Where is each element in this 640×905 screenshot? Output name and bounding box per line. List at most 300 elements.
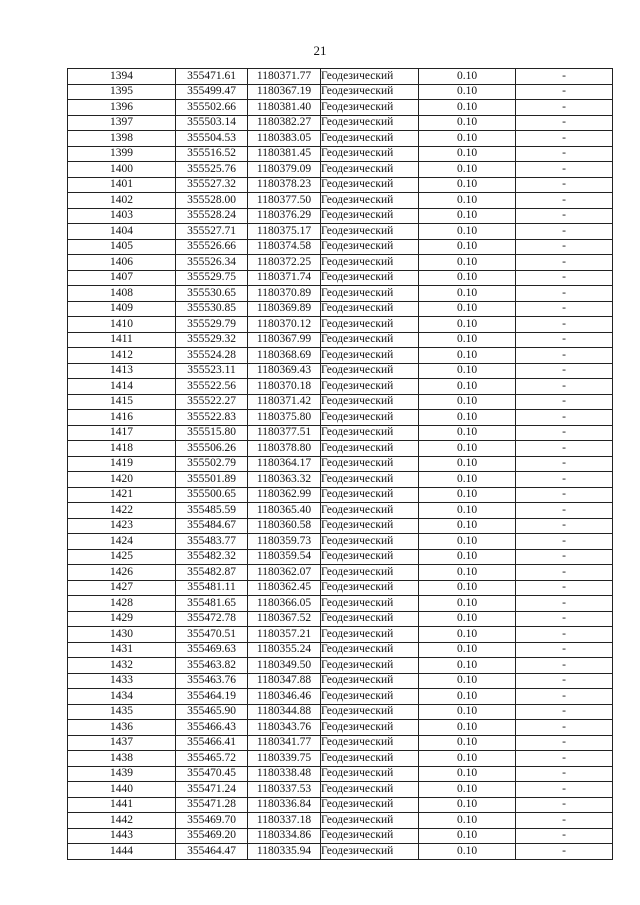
x-coordinate-cell: 355522.56 <box>176 379 248 395</box>
description-cell: - <box>516 425 613 441</box>
table-row <box>68 673 613 689</box>
description-cell: - <box>516 518 613 534</box>
method-cell: Геодезический <box>321 751 419 767</box>
description-cell: - <box>516 363 613 379</box>
method-cell: Геодезический <box>321 487 419 503</box>
x-coordinate-cell: 355530.85 <box>176 301 248 317</box>
y-coordinate-cell: 1180343.76 <box>248 720 321 736</box>
y-coordinate-cell: 1180362.99 <box>248 487 321 503</box>
method-cell: Геодезический <box>321 518 419 534</box>
x-coordinate-cell: 355465.90 <box>176 704 248 720</box>
table-row <box>68 611 613 627</box>
point-number-cell: 1412 <box>68 348 176 364</box>
x-coordinate-cell: 355526.34 <box>176 255 248 271</box>
method-cell: Геодезический <box>321 286 419 302</box>
accuracy-cell: 0.10 <box>419 146 516 162</box>
x-coordinate-cell: 355502.79 <box>176 456 248 472</box>
method-cell: Геодезический <box>321 224 419 240</box>
description-cell: - <box>516 689 613 705</box>
accuracy-cell: 0.10 <box>419 472 516 488</box>
x-coordinate-cell: 355522.27 <box>176 394 248 410</box>
y-coordinate-cell: 1180339.75 <box>248 751 321 767</box>
method-cell: Геодезический <box>321 193 419 209</box>
description-cell: - <box>516 146 613 162</box>
method-cell: Геодезический <box>321 379 419 395</box>
x-coordinate-cell: 355481.65 <box>176 596 248 612</box>
accuracy-cell: 0.10 <box>419 456 516 472</box>
method-cell: Геодезический <box>321 565 419 581</box>
y-coordinate-cell: 1180359.54 <box>248 549 321 565</box>
x-coordinate-cell: 355506.26 <box>176 441 248 457</box>
accuracy-cell: 0.10 <box>419 224 516 240</box>
description-cell: - <box>516 84 613 100</box>
table-row <box>68 797 613 813</box>
y-coordinate-cell: 1180376.29 <box>248 208 321 224</box>
accuracy-cell: 0.10 <box>419 425 516 441</box>
accuracy-cell: 0.10 <box>419 828 516 844</box>
method-cell: Геодезический <box>321 177 419 193</box>
table-row <box>68 844 613 860</box>
y-coordinate-cell: 1180341.77 <box>248 735 321 751</box>
y-coordinate-cell: 1180371.77 <box>248 69 321 85</box>
description-cell: - <box>516 782 613 798</box>
x-coordinate-cell: 355522.83 <box>176 410 248 426</box>
accuracy-cell: 0.10 <box>419 720 516 736</box>
table-row <box>68 627 613 643</box>
y-coordinate-cell: 1180378.80 <box>248 441 321 457</box>
point-number-cell: 1431 <box>68 642 176 658</box>
description-cell: - <box>516 286 613 302</box>
point-number-cell: 1433 <box>68 673 176 689</box>
y-coordinate-cell: 1180367.99 <box>248 332 321 348</box>
method-cell: Геодезический <box>321 673 419 689</box>
point-number-cell: 1418 <box>68 441 176 457</box>
description-cell: - <box>516 224 613 240</box>
table-row <box>68 394 613 410</box>
table-row <box>68 704 613 720</box>
x-coordinate-cell: 355516.52 <box>176 146 248 162</box>
accuracy-cell: 0.10 <box>419 301 516 317</box>
point-number-cell: 1404 <box>68 224 176 240</box>
table-row <box>68 534 613 550</box>
table-row <box>68 813 613 829</box>
method-cell: Геодезический <box>321 689 419 705</box>
method-cell: Геодезический <box>321 658 419 674</box>
x-coordinate-cell: 355485.59 <box>176 503 248 519</box>
description-cell: - <box>516 813 613 829</box>
point-number-cell: 1405 <box>68 239 176 255</box>
point-number-cell: 1439 <box>68 766 176 782</box>
method-cell: Геодезический <box>321 534 419 550</box>
x-coordinate-cell: 355482.87 <box>176 565 248 581</box>
table-row <box>68 84 613 100</box>
point-number-cell: 1438 <box>68 751 176 767</box>
accuracy-cell: 0.10 <box>419 487 516 503</box>
point-number-cell: 1422 <box>68 503 176 519</box>
method-cell: Геодезический <box>321 348 419 364</box>
point-number-cell: 1394 <box>68 69 176 85</box>
accuracy-cell: 0.10 <box>419 162 516 178</box>
description-cell: - <box>516 270 613 286</box>
x-coordinate-cell: 355469.70 <box>176 813 248 829</box>
description-cell: - <box>516 332 613 348</box>
x-coordinate-cell: 355527.32 <box>176 177 248 193</box>
x-coordinate-cell: 355529.75 <box>176 270 248 286</box>
table-row <box>68 69 613 85</box>
table-row <box>68 239 613 255</box>
x-coordinate-cell: 355464.19 <box>176 689 248 705</box>
point-number-cell: 1401 <box>68 177 176 193</box>
point-number-cell: 1411 <box>68 332 176 348</box>
description-cell: - <box>516 673 613 689</box>
table-row <box>68 332 613 348</box>
point-number-cell: 1419 <box>68 456 176 472</box>
method-cell: Геодезический <box>321 503 419 519</box>
y-coordinate-cell: 1180375.17 <box>248 224 321 240</box>
table-row <box>68 270 613 286</box>
table-row <box>68 766 613 782</box>
method-cell: Геодезический <box>321 410 419 426</box>
point-number-cell: 1424 <box>68 534 176 550</box>
description-cell: - <box>516 828 613 844</box>
point-number-cell: 1442 <box>68 813 176 829</box>
method-cell: Геодезический <box>321 782 419 798</box>
table-row <box>68 441 613 457</box>
method-cell: Геодезический <box>321 301 419 317</box>
accuracy-cell: 0.10 <box>419 611 516 627</box>
description-cell: - <box>516 193 613 209</box>
x-coordinate-cell: 355471.24 <box>176 782 248 798</box>
method-cell: Геодезический <box>321 766 419 782</box>
point-number-cell: 1403 <box>68 208 176 224</box>
y-coordinate-cell: 1180335.94 <box>248 844 321 860</box>
method-cell: Геодезический <box>321 84 419 100</box>
method-cell: Геодезический <box>321 425 419 441</box>
y-coordinate-cell: 1180347.88 <box>248 673 321 689</box>
method-cell: Геодезический <box>321 162 419 178</box>
x-coordinate-cell: 355469.63 <box>176 642 248 658</box>
accuracy-cell: 0.10 <box>419 255 516 271</box>
accuracy-cell: 0.10 <box>419 782 516 798</box>
point-number-cell: 1416 <box>68 410 176 426</box>
table-row <box>68 487 613 503</box>
method-cell: Геодезический <box>321 146 419 162</box>
method-cell: Геодезический <box>321 100 419 116</box>
point-number-cell: 1400 <box>68 162 176 178</box>
description-cell: - <box>516 69 613 85</box>
description-cell: - <box>516 596 613 612</box>
description-cell: - <box>516 441 613 457</box>
accuracy-cell: 0.10 <box>419 642 516 658</box>
point-number-cell: 1434 <box>68 689 176 705</box>
table-row <box>68 425 613 441</box>
description-cell: - <box>516 208 613 224</box>
accuracy-cell: 0.10 <box>419 549 516 565</box>
point-number-cell: 1426 <box>68 565 176 581</box>
x-coordinate-cell: 355466.43 <box>176 720 248 736</box>
description-cell: - <box>516 410 613 426</box>
table-row <box>68 782 613 798</box>
accuracy-cell: 0.10 <box>419 580 516 596</box>
description-cell: - <box>516 580 613 596</box>
point-number-cell: 1429 <box>68 611 176 627</box>
description-cell: - <box>516 735 613 751</box>
accuracy-cell: 0.10 <box>419 704 516 720</box>
method-cell: Геодезический <box>321 704 419 720</box>
table-row <box>68 193 613 209</box>
x-coordinate-cell: 355523.11 <box>176 363 248 379</box>
y-coordinate-cell: 1180381.40 <box>248 100 321 116</box>
y-coordinate-cell: 1180375.80 <box>248 410 321 426</box>
x-coordinate-cell: 355530.65 <box>176 286 248 302</box>
description-cell: - <box>516 255 613 271</box>
y-coordinate-cell: 1180359.73 <box>248 534 321 550</box>
x-coordinate-cell: 355482.32 <box>176 549 248 565</box>
description-cell: - <box>516 239 613 255</box>
accuracy-cell: 0.10 <box>419 503 516 519</box>
description-cell: - <box>516 317 613 333</box>
y-coordinate-cell: 1180346.46 <box>248 689 321 705</box>
point-number-cell: 1427 <box>68 580 176 596</box>
y-coordinate-cell: 1180363.32 <box>248 472 321 488</box>
page-number: 21 <box>313 43 327 58</box>
accuracy-cell: 0.10 <box>419 363 516 379</box>
x-coordinate-cell: 355470.51 <box>176 627 248 643</box>
point-number-cell: 1441 <box>68 797 176 813</box>
method-cell: Геодезический <box>321 472 419 488</box>
table-row <box>68 131 613 147</box>
y-coordinate-cell: 1180366.05 <box>248 596 321 612</box>
description-cell: - <box>516 115 613 131</box>
description-cell: - <box>516 797 613 813</box>
method-cell: Геодезический <box>321 596 419 612</box>
y-coordinate-cell: 1180370.18 <box>248 379 321 395</box>
table-row <box>68 100 613 116</box>
description-cell: - <box>516 549 613 565</box>
point-number-cell: 1417 <box>68 425 176 441</box>
x-coordinate-cell: 355525.76 <box>176 162 248 178</box>
accuracy-cell: 0.10 <box>419 673 516 689</box>
table-row <box>68 642 613 658</box>
accuracy-cell: 0.10 <box>419 518 516 534</box>
method-cell: Геодезический <box>321 270 419 286</box>
y-coordinate-cell: 1180370.89 <box>248 286 321 302</box>
x-coordinate-cell: 355466.41 <box>176 735 248 751</box>
x-coordinate-cell: 355529.79 <box>176 317 248 333</box>
method-cell: Геодезический <box>321 317 419 333</box>
point-number-cell: 1423 <box>68 518 176 534</box>
method-cell: Геодезический <box>321 255 419 271</box>
description-cell: - <box>516 472 613 488</box>
y-coordinate-cell: 1180365.40 <box>248 503 321 519</box>
y-coordinate-cell: 1180349.50 <box>248 658 321 674</box>
y-coordinate-cell: 1180368.69 <box>248 348 321 364</box>
method-cell: Геодезический <box>321 642 419 658</box>
point-number-cell: 1408 <box>68 286 176 302</box>
table-row <box>68 301 613 317</box>
description-cell: - <box>516 456 613 472</box>
table-row <box>68 751 613 767</box>
point-number-cell: 1413 <box>68 363 176 379</box>
method-cell: Геодезический <box>321 394 419 410</box>
accuracy-cell: 0.10 <box>419 177 516 193</box>
point-number-cell: 1428 <box>68 596 176 612</box>
x-coordinate-cell: 355481.11 <box>176 580 248 596</box>
point-number-cell: 1406 <box>68 255 176 271</box>
table-row <box>68 224 613 240</box>
x-coordinate-cell: 355471.28 <box>176 797 248 813</box>
table-row <box>68 565 613 581</box>
point-number-cell: 1436 <box>68 720 176 736</box>
description-cell: - <box>516 503 613 519</box>
accuracy-cell: 0.10 <box>419 270 516 286</box>
x-coordinate-cell: 355524.28 <box>176 348 248 364</box>
x-coordinate-cell: 355470.45 <box>176 766 248 782</box>
accuracy-cell: 0.10 <box>419 131 516 147</box>
y-coordinate-cell: 1180355.24 <box>248 642 321 658</box>
table-row <box>68 828 613 844</box>
table-row <box>68 549 613 565</box>
description-cell: - <box>516 704 613 720</box>
point-number-cell: 1402 <box>68 193 176 209</box>
method-cell: Геодезический <box>321 735 419 751</box>
description-cell: - <box>516 487 613 503</box>
coordinates-table <box>67 68 613 860</box>
point-number-cell: 1399 <box>68 146 176 162</box>
point-number-cell: 1437 <box>68 735 176 751</box>
description-cell: - <box>516 844 613 860</box>
point-number-cell: 1421 <box>68 487 176 503</box>
description-cell: - <box>516 394 613 410</box>
accuracy-cell: 0.10 <box>419 844 516 860</box>
accuracy-cell: 0.10 <box>419 208 516 224</box>
description-cell: - <box>516 162 613 178</box>
y-coordinate-cell: 1180377.51 <box>248 425 321 441</box>
point-number-cell: 1443 <box>68 828 176 844</box>
table-row <box>68 580 613 596</box>
point-number-cell: 1444 <box>68 844 176 860</box>
accuracy-cell: 0.10 <box>419 394 516 410</box>
accuracy-cell: 0.10 <box>419 379 516 395</box>
y-coordinate-cell: 1180344.88 <box>248 704 321 720</box>
accuracy-cell: 0.10 <box>419 735 516 751</box>
accuracy-cell: 0.10 <box>419 766 516 782</box>
x-coordinate-cell: 355463.76 <box>176 673 248 689</box>
table-row <box>68 456 613 472</box>
accuracy-cell: 0.10 <box>419 410 516 426</box>
method-cell: Геодезический <box>321 844 419 860</box>
description-cell: - <box>516 720 613 736</box>
point-number-cell: 1432 <box>68 658 176 674</box>
table-row <box>68 720 613 736</box>
y-coordinate-cell: 1180362.07 <box>248 565 321 581</box>
method-cell: Геодезический <box>321 611 419 627</box>
method-cell: Геодезический <box>321 456 419 472</box>
description-cell: - <box>516 751 613 767</box>
y-coordinate-cell: 1180371.74 <box>248 270 321 286</box>
table-row <box>68 410 613 426</box>
table-row <box>68 162 613 178</box>
table-row <box>68 208 613 224</box>
y-coordinate-cell: 1180378.23 <box>248 177 321 193</box>
accuracy-cell: 0.10 <box>419 69 516 85</box>
description-cell: - <box>516 627 613 643</box>
y-coordinate-cell: 1180374.58 <box>248 239 321 255</box>
accuracy-cell: 0.10 <box>419 797 516 813</box>
y-coordinate-cell: 1180360.58 <box>248 518 321 534</box>
x-coordinate-cell: 355515.80 <box>176 425 248 441</box>
method-cell: Геодезический <box>321 549 419 565</box>
accuracy-cell: 0.10 <box>419 658 516 674</box>
y-coordinate-cell: 1180337.53 <box>248 782 321 798</box>
table-row <box>68 735 613 751</box>
accuracy-cell: 0.10 <box>419 751 516 767</box>
method-cell: Геодезический <box>321 580 419 596</box>
y-coordinate-cell: 1180382.27 <box>248 115 321 131</box>
point-number-cell: 1398 <box>68 131 176 147</box>
table-row <box>68 689 613 705</box>
table-row <box>68 286 613 302</box>
method-cell: Геодезический <box>321 828 419 844</box>
x-coordinate-cell: 355501.89 <box>176 472 248 488</box>
description-cell: - <box>516 642 613 658</box>
y-coordinate-cell: 1180377.50 <box>248 193 321 209</box>
x-coordinate-cell: 355502.66 <box>176 100 248 116</box>
point-number-cell: 1407 <box>68 270 176 286</box>
y-coordinate-cell: 1180369.89 <box>248 301 321 317</box>
point-number-cell: 1396 <box>68 100 176 116</box>
description-cell: - <box>516 348 613 364</box>
description-cell: - <box>516 611 613 627</box>
y-coordinate-cell: 1180369.43 <box>248 363 321 379</box>
point-number-cell: 1414 <box>68 379 176 395</box>
table-row <box>68 518 613 534</box>
description-cell: - <box>516 565 613 581</box>
method-cell: Геодезический <box>321 627 419 643</box>
accuracy-cell: 0.10 <box>419 317 516 333</box>
description-cell: - <box>516 100 613 116</box>
accuracy-cell: 0.10 <box>419 441 516 457</box>
method-cell: Геодезический <box>321 131 419 147</box>
x-coordinate-cell: 355483.77 <box>176 534 248 550</box>
x-coordinate-cell: 355529.32 <box>176 332 248 348</box>
accuracy-cell: 0.10 <box>419 193 516 209</box>
x-coordinate-cell: 355528.00 <box>176 193 248 209</box>
x-coordinate-cell: 355464.47 <box>176 844 248 860</box>
method-cell: Геодезический <box>321 69 419 85</box>
x-coordinate-cell: 355469.20 <box>176 828 248 844</box>
method-cell: Геодезический <box>321 441 419 457</box>
table-row <box>68 115 613 131</box>
table-row <box>68 503 613 519</box>
x-coordinate-cell: 355465.72 <box>176 751 248 767</box>
coordinates-table-body <box>68 69 613 860</box>
accuracy-cell: 0.10 <box>419 534 516 550</box>
x-coordinate-cell: 355472.78 <box>176 611 248 627</box>
accuracy-cell: 0.10 <box>419 100 516 116</box>
table-row <box>68 363 613 379</box>
x-coordinate-cell: 355500.65 <box>176 487 248 503</box>
method-cell: Геодезический <box>321 239 419 255</box>
point-number-cell: 1430 <box>68 627 176 643</box>
x-coordinate-cell: 355526.66 <box>176 239 248 255</box>
accuracy-cell: 0.10 <box>419 115 516 131</box>
table-row <box>68 255 613 271</box>
description-cell: - <box>516 301 613 317</box>
accuracy-cell: 0.10 <box>419 332 516 348</box>
point-number-cell: 1425 <box>68 549 176 565</box>
y-coordinate-cell: 1180336.84 <box>248 797 321 813</box>
